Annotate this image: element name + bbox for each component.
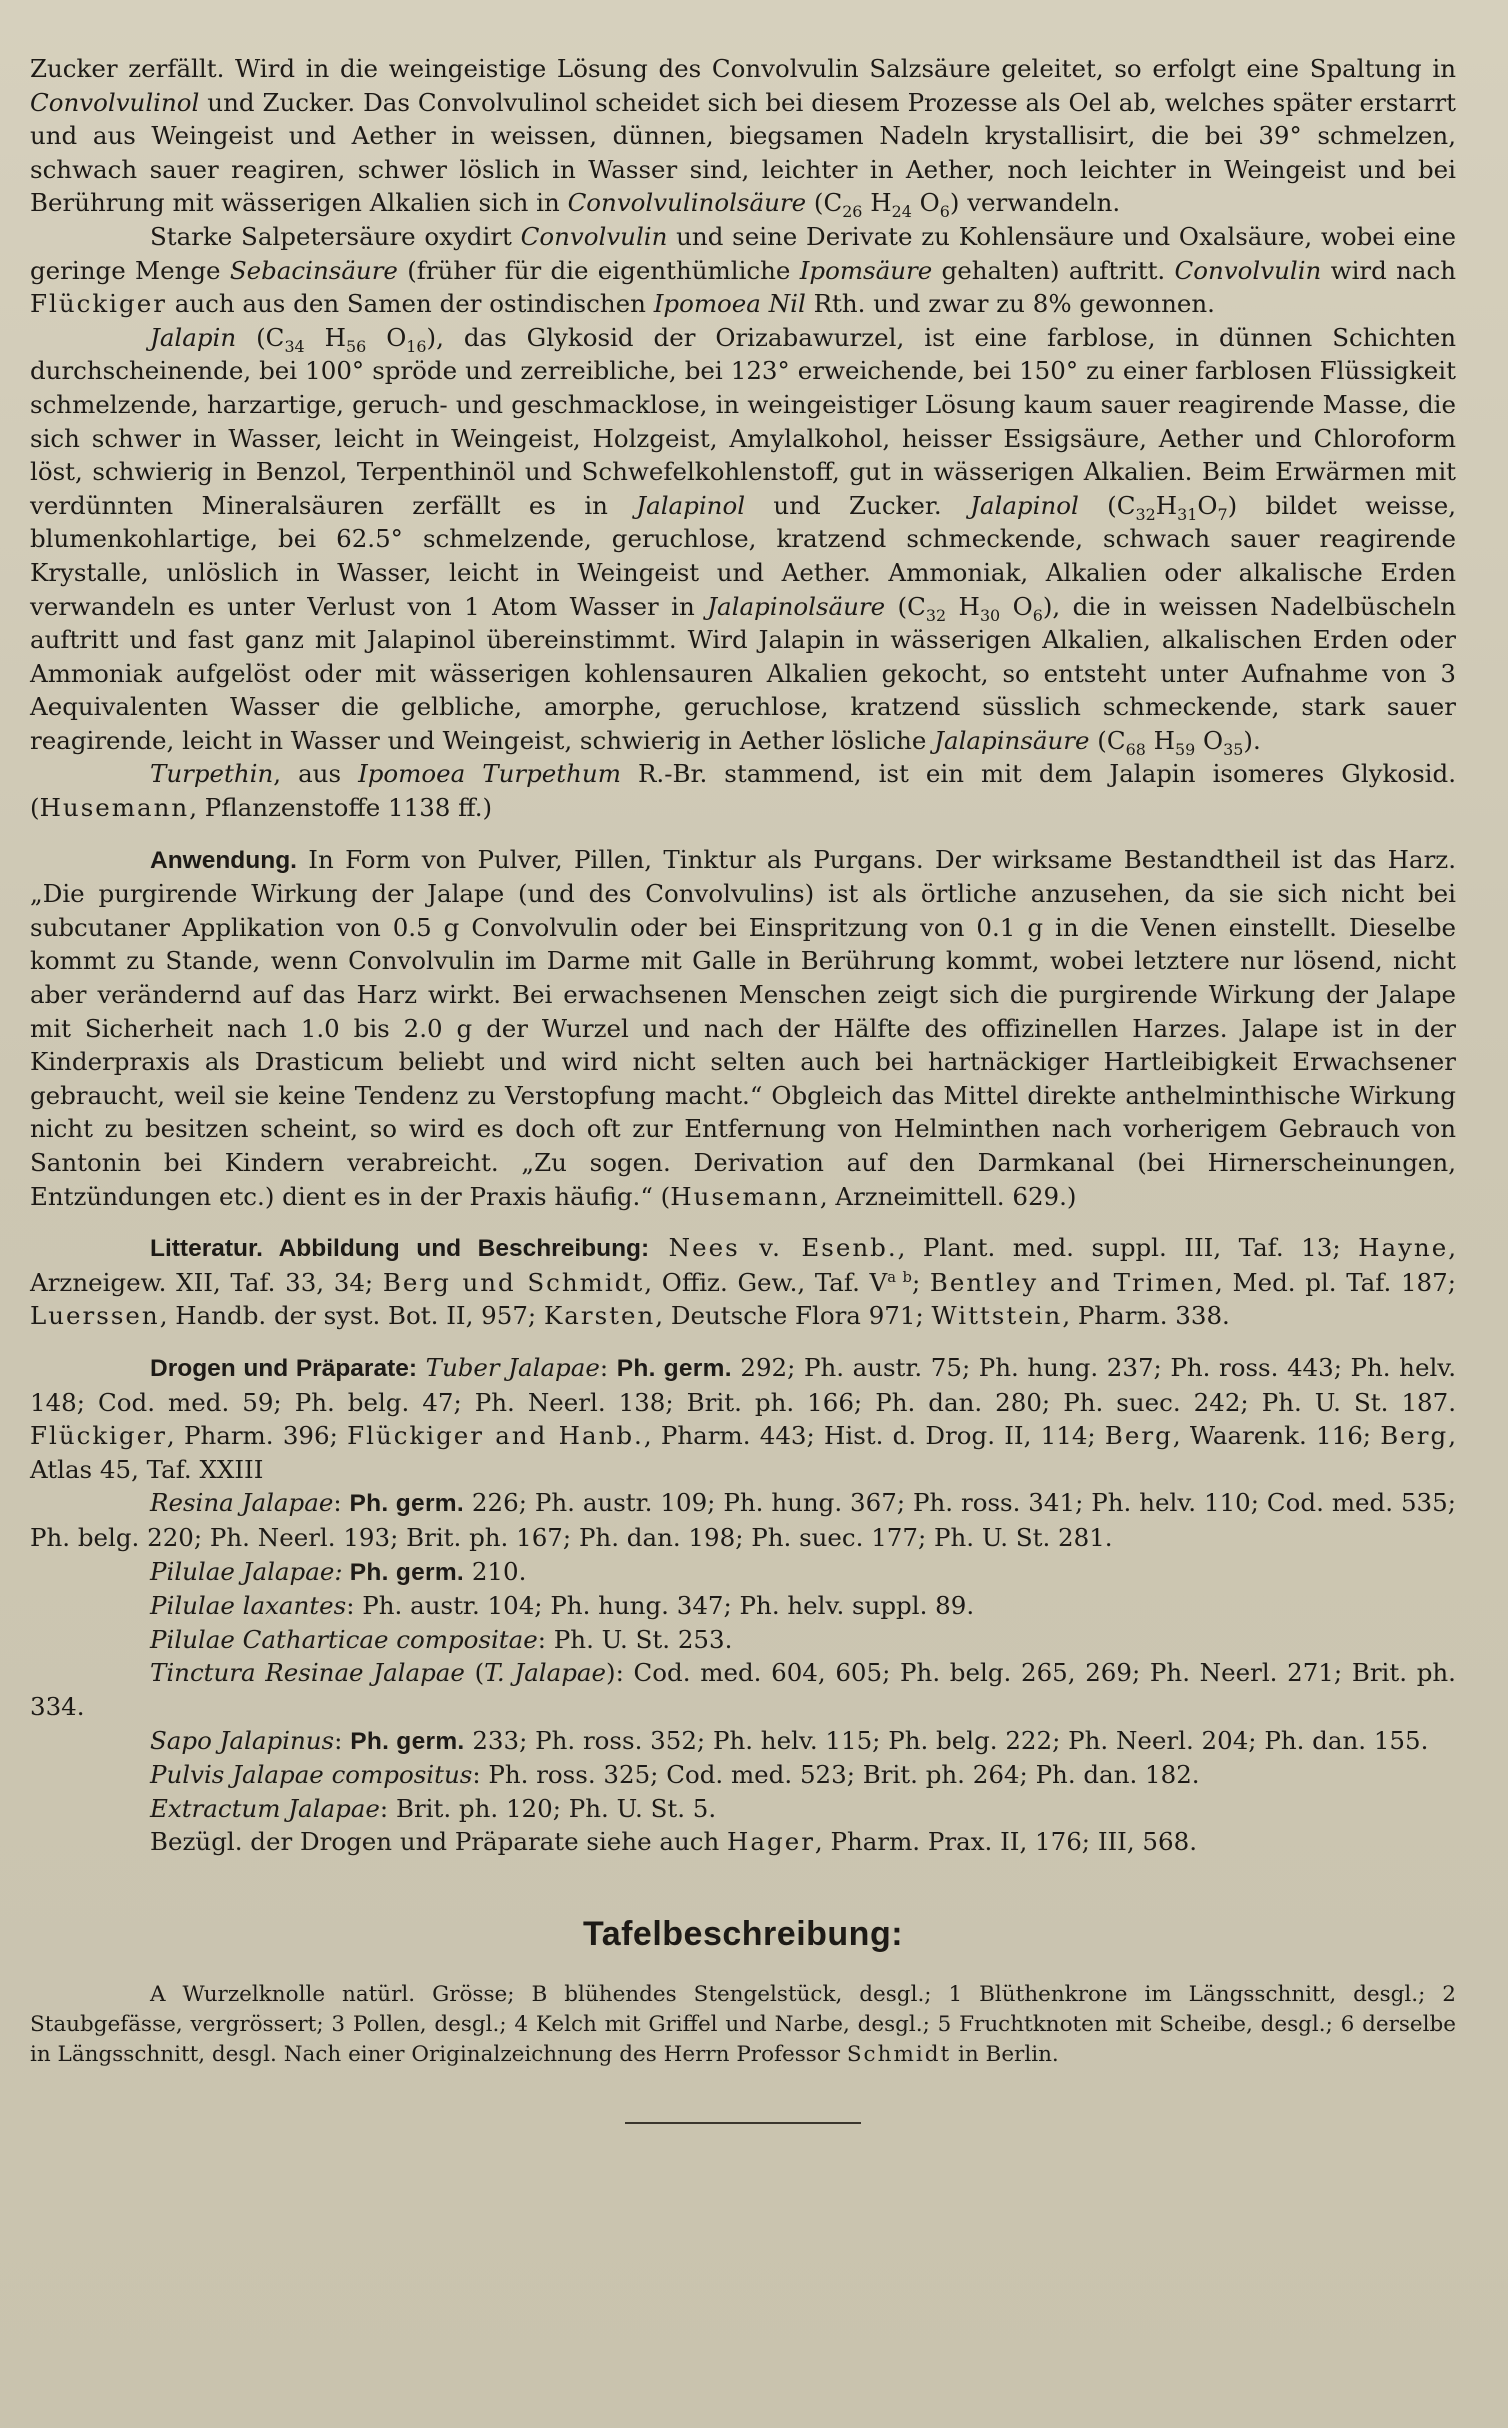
section-drogen-tuber: Drogen und Präparate: Tuber Jalapae: Ph. germ. 292; Ph. austr. 75; Ph. hung. 237; Ph. ross. 443; Ph. helv. 148; Cod. med. 59; Ph. belg. 47; Ph. Neerl. 138; Brit. ph. 166; Ph. dan. 280; Ph. suec. 242; Ph. U. St. 187. Flückiger, Pharm. 396; Flückiger and Hanb., Pharm. 443; Hist. d. Drog. II, 114; Berg, Waarenk. 116; Berg, Atlas 45, Taf. XXIII	[30, 1352, 1457, 1484]
paragraph-turpethin: Turpethin, aus Ipomoea Turpethum R.-Br. stammend, ist ein mit dem Jalapin isomeres Glykosid. (Husemann, Pflanzenstoffe 1138 ff.)	[30, 759, 1456, 823]
heading-anwendung: Anwendung.	[150, 846, 297, 874]
preparation-pilulae-laxantes: Pilulae laxantes: Ph. austr. 104; Ph. hung. 347; Ph. helv. suppl. 89.	[150, 1591, 975, 1621]
preparation-pilulae-catharticae: Pilulae Catharticae compositae: Ph. U. St. 253.	[150, 1624, 733, 1654]
paragraph-convolvulinol: Zucker zerfällt. Wird in die weingeistige Lösung des Convolvulin Salzsäure geleitet, so erfolgt eine Spaltung in Convolvulinol und Zucker. Das Convolvulinol scheidet sich bei diesem Prozesse als Oel ab, welches später erstarrt und aus Weingeist und Aether in weissen, dünnen, biegsamen Nadeln krystallisirt, die bei 39° schmelzen, schwach sauer reagiren, schwer löslich in Wasser sind, leichter in Aether, noch leichter in Weingeist und bei Berührung mit wässerigen Alkalien sich in Convolvulinolsäure ($C_{26}$ $H_{24}$ $O_6$) verwandeln.	[30, 54, 1456, 222]
preparation-extractum: Extractum Jalapae: Brit. ph. 120; Ph. U. St. 5.	[150, 1793, 717, 1823]
paragraph-jalapin: Jalapin ($C_{34}$ $H_{56}$ $O_{16}$), das Glykosid der Orizabawurzel, ist eine farblose, in dünnen Schichten durchscheinende, bei 100° spröde und zerreibliche, bei 123° erweichende, bei 150° zu einer farblosen Flüssigkeit schmelzende, harzartige, geruch- und geschmacklose, in weingeistiger Lösung kaum sauer reagirende Masse, die sich schwer in Wasser, leicht in Weingeist, Holzgeist, Amylalkohol, heisser Essigsäure, Aether und Chloroform löst, schwierig in Benzol, Terpenthinöl und Schwefelkohlenstoff, gut in wässerigen Alkalien. Beim Erwärmen mit verdünnten Mineralsäuren zerfällt es in Jalapinol und Zucker. Jalapinol $(C_{32}H_{31}O_7)$ bildet weisse, blumenkohlartige, bei 62.5° schmelzende, geruchlose, kratzend schmeckende, schwach sauer reagirende Krystalle, unlöslich in Wasser, leicht in Weingeist und Aether. Ammoniak, Alkalien oder alkalische Erden verwandeln es unter Verlust von 1 Atom Wasser in Jalapinolsäure ($C_{32}$ $H_{30}$ $O_6$), die in weissen Nadelbüscheln auftritt und fast ganz mit Jalapinol übereinstimmt. Wird Jalapin in wässerigen Alkalien, alkalischen Erden oder Ammoniak aufgelöst oder mit wässerigen kohlensauren Alkalien gekocht, so entsteht unter Aufnahme von 3 Aequivalenten Wasser die gelbliche, amorphe, geruchlose, kratzend süsslich schmeckende, stark sauer reagirende, leicht in Wasser und Weingeist, schwierig in Aether lösliche Jalapinsäure ($C_{68}$ $H_{59}$ $O_{35}$).	[30, 322, 1457, 759]
section-anwendung: Anwendung. In Form von Pulver, Pillen, Tinktur als Purgans. Der wirksame Bestandtheil ist das Harz. „Die purgirende Wirkung der Jalape (und des Convolvulins) ist als örtliche anzusehen, da sie sich nicht bei subcutaner Applikation von 0.5 g Convolvulin oder bei Einspritzung von 0.1 g in die Venen einstellt. Dieselbe kommt zu Stande, wenn Convolvulin im Darme mit Galle in Berührung kommt, wobei letztere nur lösend, nicht aber verändernd auf das Harz wirkt. Bei erwachsenen Menschen zeigt sich die purgirende Wirkung der Jalape mit Sicherheit nach 1.0 bis 2.0 g der Wurzel und nach der Hälfte des offizinellen Harzes. Jalape ist in der Kinderpraxis als Drasticum beliebt und wird nicht selten auch bei hartnäckiger Hartleibigkeit Erwachsener gebraucht, weil sie keine Tendenz zu Verstopfung macht.“ Obgleich das Mittel direkte anthelminthische Wirkung nicht zu besitzen scheint, so wird es doch oft zur Entfernung von Helminthen nach vorherigem Gebrauch von Santonin bei Kindern verabreicht. „Zu sogen. Derivation auf den Darmkanal (bei Hirnerscheinungen, Entzündungen etc.) dient es in der Praxis häufig.“ (Husemann, Arzneimittell. 629.)	[30, 844, 1456, 1211]
preparation-reference: Bezügl. der Drogen und Präparate siehe auch Hager, Pharm. Prax. II, 176; III, 568.	[150, 1827, 1197, 1857]
preparation-pilulae-jalapae: Pilulae Jalapae: Ph. germ. 210.	[150, 1556, 527, 1586]
heading-litteratur: Litteratur. Abbildung und Beschreibung:	[150, 1235, 650, 1263]
closing-rule	[625, 2122, 861, 2124]
paragraph-salpetersaeure: Starke Salpetersäure oxydirt Convolvulin und seine Derivate zu Kohlensäure und Oxalsäure, wobei eine geringe Menge Sebacinsäure (früher für die eigenthümliche Ipomsäure gehalten) auftritt. Convolvulin wird nach Flückiger auch aus den Samen der ostindischen Ipomoea Nil Rth. und zwar zu 8% gewonnen.	[30, 221, 1456, 319]
tafel-heading: Tafelbeschreibung:	[582, 1914, 904, 1953]
preparation-tinctura: Tinctura Resinae Jalapae (T. Jalapae): Cod. med. 604, 605; Ph. belg. 265, 269; Ph. Neerl. 271; Brit. ph. 334.	[30, 1658, 1456, 1721]
tafel-description: A Wurzelknolle natürl. Grösse; B blühendes Stengelstück, desgl.; 1 Blüthenkrone im Längsschnitt, desgl.; 2 Staubgefässe, vergrössert; 3 Pollen, desgl.; 4 Kelch mit Griffel und Narbe, desgl.; 5 Fruchtknoten mit Scheibe, desgl.; 6 derselbe in Längsschnitt, desgl. Nach einer Originalzeichnung des Herrn Professor Schmidt in Berlin.	[30, 1981, 1456, 2067]
section-litteratur: Litteratur. Abbildung und Beschreibung: Nees v. Esenb., Plant. med. suppl. III, Taf. 13; Hayne, Arzneigew. XII, Taf. 33, 34; Berg und Schmidt, Offiz. Gew., Taf. $V^{a b}$; Bentley and Trimen, Med. pl. Taf. 187; Luerssen, Handb. der syst. Bot. II, 957; Karsten, Deutsche Flora 971; Wittstein, Pharm. 338.	[30, 1233, 1456, 1331]
preparation-sapo: Sapo Jalapinus: Ph. germ. 233; Ph. ross. 352; Ph. helv. 115; Ph. belg. 222; Ph. Neerl. 204; Ph. dan. 155.	[150, 1725, 1429, 1755]
heading-drogen: Drogen und Präparate:	[150, 1354, 418, 1382]
preparation-pulvis: Pulvis Jalapae compositus: Ph. ross. 325; Cod. med. 523; Brit. ph. 264; Ph. dan. 182.	[150, 1760, 1200, 1790]
preparation-resina: Resina Jalapae: Ph. germ. 226; Ph. austr. 109; Ph. hung. 367; Ph. ross. 341; Ph. helv. 110; Cod. med. 535; Ph. belg. 220; Ph. Neerl. 193; Brit. ph. 167; Ph. dan. 198; Ph. suec. 177; Ph. U. St. 281.	[30, 1488, 1456, 1552]
